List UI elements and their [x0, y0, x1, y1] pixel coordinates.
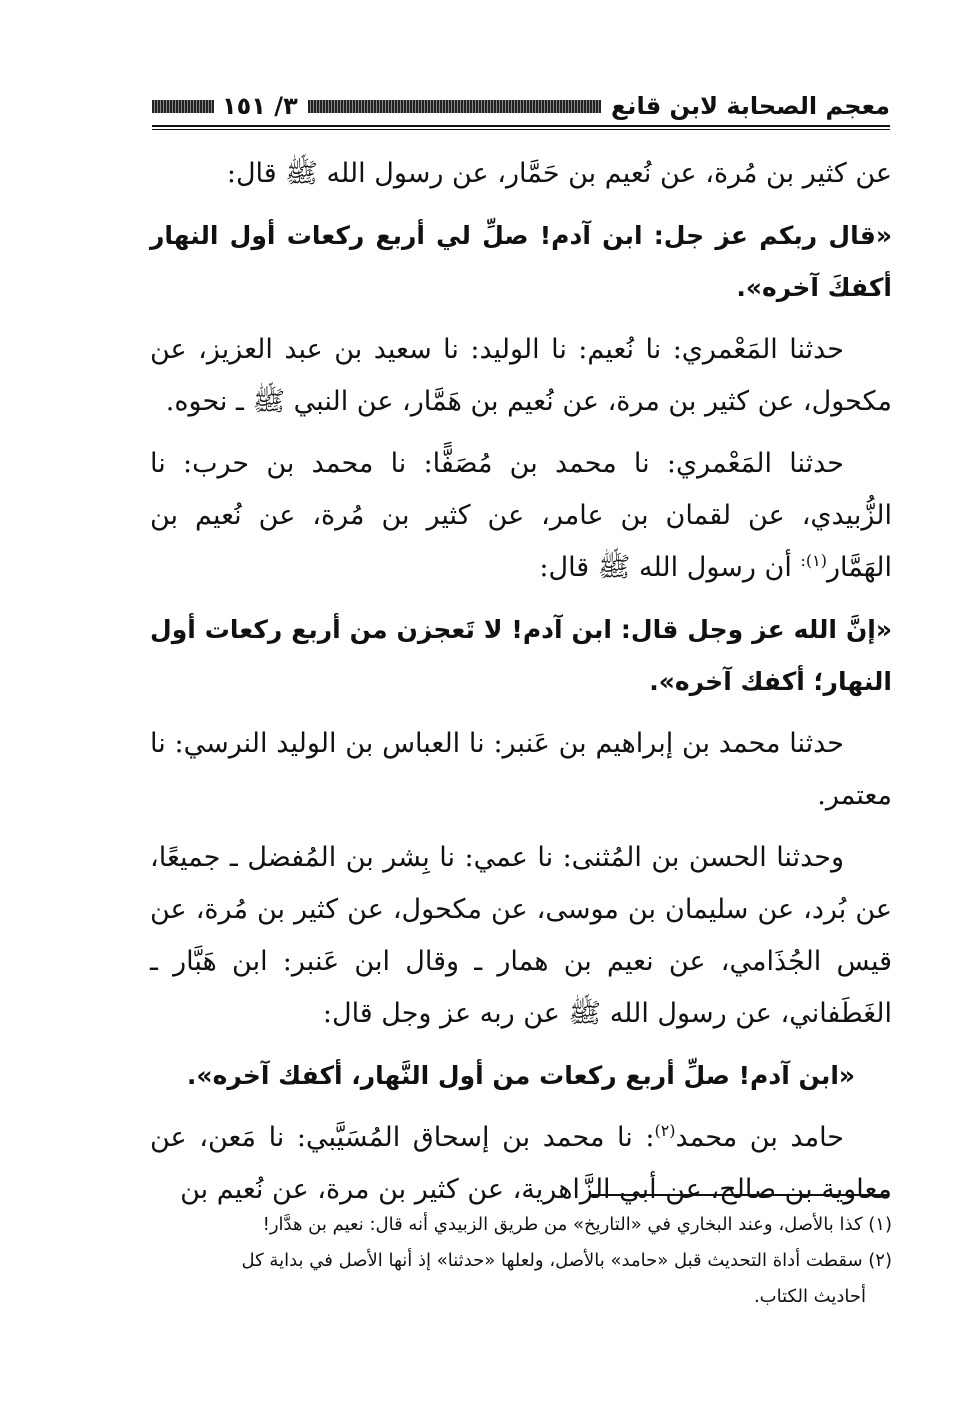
- footnote-continuation: أحاديث الكتاب.: [753, 1286, 866, 1307]
- hadith-quote: «ابن آدم! صلِّ أربع ركعات من أول النَّهار، أكفك آخره».: [186, 1061, 856, 1090]
- footnotes: [150, 1208, 892, 1316]
- footnote: (١) كذا بالأصل، وعند البخاري في «التاريخ» من طريق الزبيدي أنه قال: نعيم بن هدَّار!: [262, 1214, 892, 1235]
- footnote-marker: (١):: [800, 551, 827, 570]
- running-header: [152, 86, 890, 126]
- hadith-quote: «إنَّ الله عز وجل قال: ابن آدم! لا تَعجزن من أربع ركعات أول النهار؛ أكفك آخره».: [150, 615, 892, 696]
- footnote-marker: (٢): [654, 1121, 676, 1140]
- paragraph: [150, 438, 892, 594]
- paragraph: عن كثير بن مُرة، عن نُعيم بن حَمَّار، عن رسول الله ﷺ قال:: [226, 158, 892, 189]
- header-ornament-bar-end: [152, 100, 214, 113]
- header-title: معجم الصحابة لابن قانع: [611, 92, 890, 120]
- paragraph-text: حامد بن محمد: [675, 1122, 844, 1153]
- paragraph: حدثنا محمد بن إبراهيم بن عَنبر: نا العباس بن الوليد النرسي: نا معتمر.: [150, 728, 892, 811]
- header-ornament-bar: [308, 100, 601, 113]
- hadith-quote: «قال ربكم عز جل: ابن آدم! صلِّ لي أربع ركعات أول النهار أكفكَ آخره».: [150, 221, 892, 302]
- paragraph: حدثنا المَعْمري: نا نُعيم: نا الوليد: نا سعيد بن عبد العزيز، عن مكحول، عن كثير بن مرة، عن نُعيم بن هَمَّار، عن النبي ﷺ ـ نحوه.: [150, 334, 892, 417]
- paragraph: وحدثنا الحسن بن المُثنى: نا عمي: نا بِشر بن المُفضل ـ جميعًا، عن بُرد، عن سليمان بن موسى، عن مكحول، عن كثير بن مُرة، عن قيس الجُذَامي، عن نعيم بن همار ـ وقال ابن عَنبر: ابن هَبَّار ـ الغَطَفاني، عن رسول الله ﷺ عن ربه عز وجل قال:: [150, 842, 892, 1029]
- header-rule-thin: [152, 129, 890, 130]
- paragraph: [150, 1112, 892, 1216]
- header-page-number: ٣/ ١٥١: [222, 92, 298, 120]
- paragraph-text: : نا محمد بن إسحاق المُسَيَّبي: نا مَعن، عن معاوية بن صالح، عن أبي الزَّاهرية، عن كثير بن مرة، عن نُعيم بن: [150, 1122, 892, 1205]
- footnote: (٢) سقطت أداة التحديث قبل «حامد» بالأصل، ولعلها «حدثنا» إذ أنها الأصل في بداية كل: [241, 1250, 892, 1271]
- paragraph-text: أن رسول الله ﷺ قال:: [539, 552, 792, 583]
- header-rule: [152, 125, 890, 127]
- footnote-separator: [592, 1194, 888, 1196]
- paragraph-text: حدثنا المَعْمري: نا محمد بن مُصَفًّا: نا محمد بن حرب: نا الزُّبيدي، عن لقمان بن عامر، عن كثير بن مُرة، عن نُعيم بن الهَمَّار: [150, 448, 892, 583]
- main-text: [150, 148, 892, 1226]
